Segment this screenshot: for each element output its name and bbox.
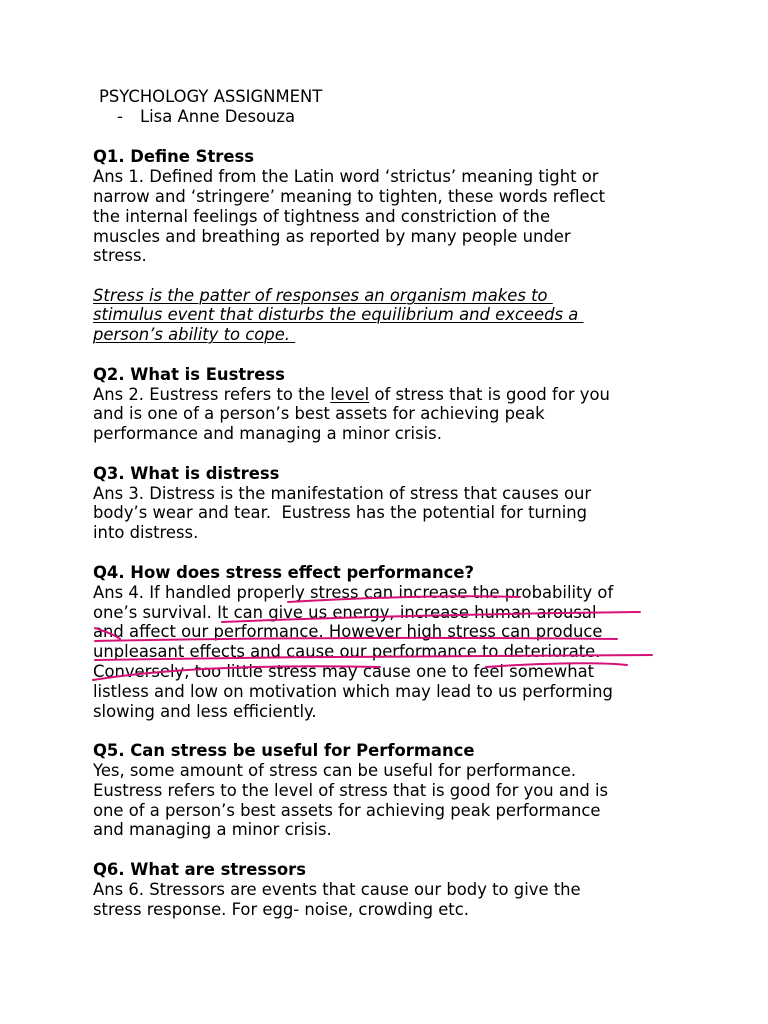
q3-answer-line: Ans 3. Distress is the manifestation of stress that causes our <box>93 484 592 503</box>
q1-answer-line: the internal feelings of tightness and constriction of the <box>93 207 551 226</box>
q4-answer-line: Ans 4. If handled properly stress can increase the probability of <box>93 583 614 602</box>
q3-answer-line: into distress. <box>93 523 199 542</box>
q1-definition-line: person’s ability to cope. <box>93 325 296 344</box>
q4-answer-line: slowing and less efficiently. <box>93 702 317 721</box>
q2-answer-line: and is one of a person’s best assets for achieving peak <box>93 404 545 423</box>
document-title: PSYCHOLOGY ASSIGNMENT <box>99 87 323 106</box>
q6-heading: Q6. What are stressors <box>93 860 306 879</box>
q6-answer-line: stress response. For egg- noise, crowding etc. <box>93 900 469 919</box>
q4-answer-line: and affect our performance. However high stress can produce <box>93 622 603 641</box>
q5-answer-line: one of a person’s best assets for achieving peak performance <box>93 801 601 820</box>
q4-answer-line: Conversely, too little stress may cause one to feel somewhat <box>93 662 595 681</box>
q1-answer-line: stress. <box>93 246 147 265</box>
q4-answer-line: listless and low on motivation which may lead to us performing <box>93 682 613 701</box>
author-name: Lisa Anne Desouza <box>140 107 296 126</box>
q4-answer-line: one’s survival. It can give us energy, increase human arousal <box>93 603 597 622</box>
q3-answer-line: body’s wear and tear. Eustress has the potential for turning <box>93 503 588 522</box>
q1-answer-line: Ans 1. Defined from the Latin word ‘strictus’ meaning tight or <box>93 167 599 186</box>
q3-heading: Q3. What is distress <box>93 464 280 483</box>
author-dash: - <box>117 107 123 126</box>
q4-heading: Q4. How does stress effect performance? <box>93 563 475 582</box>
q2-answer-text: Ans 2. Eustress refers to the <box>93 385 331 404</box>
q2-answer-line: performance and managing a minor crisis. <box>93 424 442 443</box>
q1-definition-line: Stress is the patter of responses an organism makes to <box>93 286 553 305</box>
q4-answer-line: unpleasant effects and cause our performance to deteriorate. <box>93 642 601 661</box>
q1-answer-line: narrow and ‘stringere’ meaning to tighten, these words reflect <box>93 187 606 206</box>
q2-answer-line <box>93 385 610 405</box>
q1-definition-line: stimulus event that disturbs the equilibrium and exceeds a <box>93 305 584 324</box>
q2-underlined-word: level <box>330 385 370 404</box>
q2-heading: Q2. What is Eustress <box>93 365 285 384</box>
q5-heading: Q5. Can stress be useful for Performance <box>93 741 475 760</box>
q2-answer-text: of stress that is good for you <box>369 385 610 404</box>
q6-answer-line: Ans 6. Stressors are events that cause our body to give the <box>93 880 581 899</box>
q1-answer-line: muscles and breathing as reported by many people under <box>93 227 571 246</box>
author-line <box>117 107 295 127</box>
q5-answer-line: and managing a minor crisis. <box>93 820 332 839</box>
q5-answer-line: Yes, some amount of stress can be useful for performance. <box>93 761 577 780</box>
q1-heading: Q1. Define Stress <box>93 147 254 166</box>
q5-answer-line: Eustress refers to the level of stress that is good for you and is <box>93 781 609 800</box>
